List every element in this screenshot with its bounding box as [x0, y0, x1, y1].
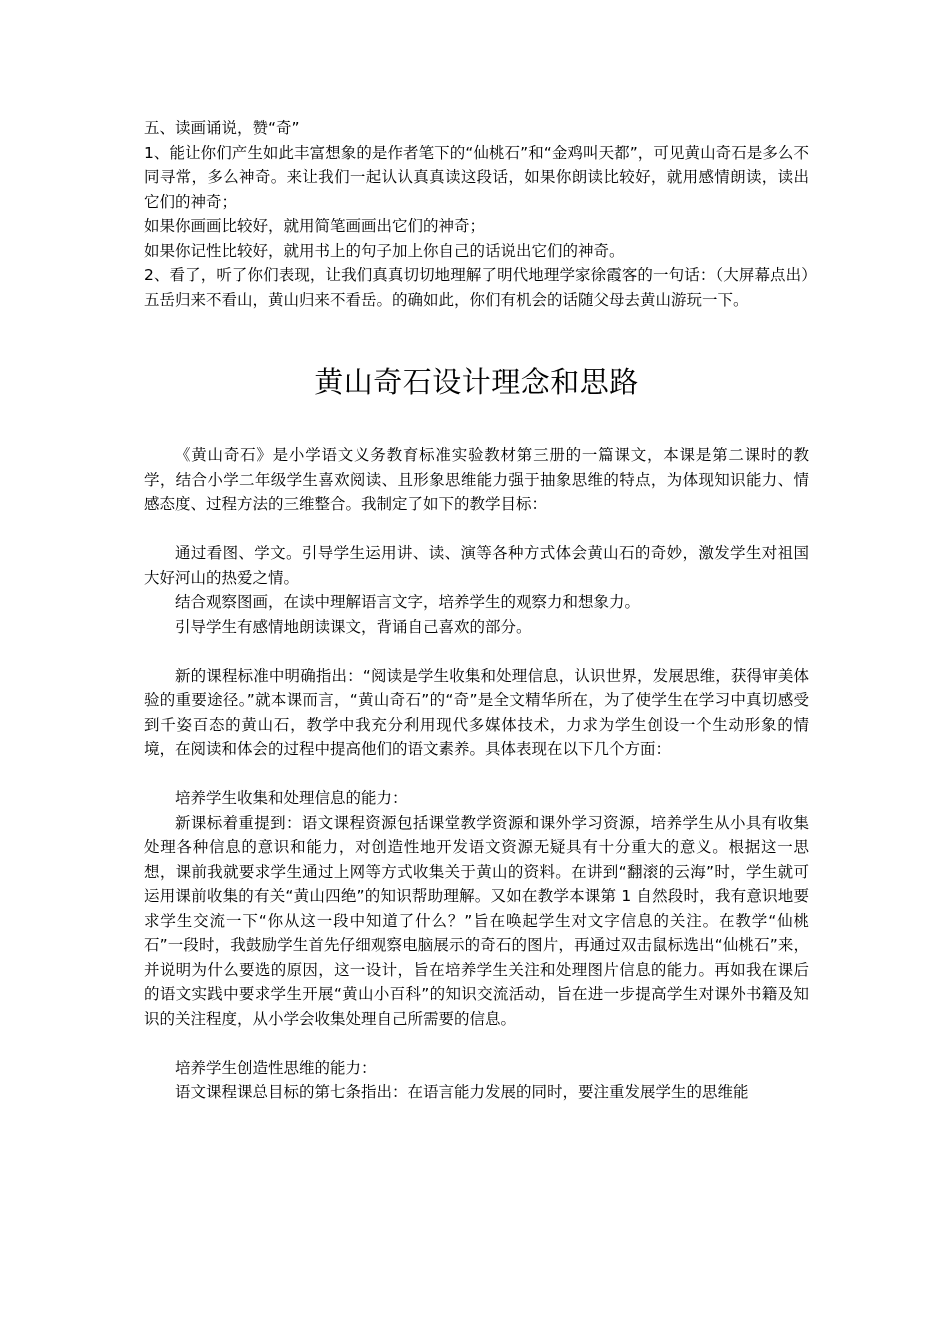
paragraph: 2、看了，听了你们表现，让我们真真切切地理解了明代地理学家徐霞客的一句话：（大屏幕点出）五岳归来不看山，黄山归来不看岳。的确如此，你们有机会的话随父母去黄山游玩一下。 [144, 266, 809, 309]
goal-item: 通过看图、学文。引导学生运用讲、读、演等各种方式体会黄山石的奇妙，激发学生对祖国大好河山的热爱之情。 [144, 544, 809, 587]
paragraph: 如果你记性比较好，就用书上的句子加上你自己的话说出它们的神奇。 [144, 241, 625, 260]
part-heading: 培养学生收集和处理信息的能力： [175, 789, 408, 807]
goal-item: 结合观察图画，在读中理解语言文字，培养学生的观察力和想象力。 [175, 593, 641, 611]
paragraph: 1、能让你们产生如此丰富想象的是作者笔下的“仙桃石”和“金鸡叫天都”，可见黄山奇石是多么不同寻常，多么神奇。来让我们一起认认真真读这段话，如果你朗读比较好，就用感情朗读，读出它们的神奇； [144, 143, 809, 211]
part-heading: 培养学生创造性思维的能力： [175, 1058, 377, 1077]
spacer [144, 402, 809, 443]
part-paragraph: 语文课程课总目标的第七条指出：在语言能力发展的同时，要注重发展学生的思维能 [175, 1083, 749, 1101]
blank-line [144, 762, 809, 787]
standard-paragraph: 新的课程标准中明确指出：“阅读是学生收集和处理信息，认识世界，发展思维，获得审美体验的重要途径。”就本课而言，“黄山奇石”的“奇”是全文精华所在，为了使学生在学习中真切感受到千姿百态的黄山石，教学中我充分利用现代多媒体技术，力求为学生创设一个生动形象的情境，在阅读和体会的过程中提高他们的语文素养。具体表现在以下几个方面： [144, 666, 809, 758]
goal-item: 引导学生有感情地朗读课文，背诵自己喜欢的部分。 [175, 617, 532, 636]
paragraph: 如果你画画比较好，就用简笔画画出它们的神奇； [144, 217, 486, 235]
spacer [144, 312, 809, 362]
blank-line [144, 1031, 809, 1056]
part-paragraph: 新课标着重提到：语文课程资源包括课堂教学资源和课外学习资源，培养学生从小具有收集处理各种信息的意识和能力，对创造性地开发语文资源无疑具有十分重大的意义。根据这一思想，课前我就要求学生通过上网等方式收集关于黄山的资料。在讲到“翻滚的云海”时，学生就可运用课前收集的有关“黄山四绝”的知识帮助理解。又如在教学本课第 1 自然段时，我有意识地要求学生交流一下“你从这一段中知道了什么？”旨在唤起学生对文字信息的关注。在教学“仙桃石”一段时，我鼓励学生首先仔细观察电脑展示的奇石的图片，再通过双击鼠标选出“仙桃石”来，并说明为什么要选的原因，这一设计，旨在培养学生关注和处理图片信息的能力。再如我在课后的语文实践中要求学生开展“黄山小百科”的知识交流活动，旨在进一步提高学生对课外书籍及知识的关注程度，从小学会收集处理自己所需要的信息。 [144, 813, 809, 1028]
blank-line [144, 639, 809, 664]
section-heading: 五、读画诵说，赞“奇” [144, 119, 300, 137]
intro-paragraph: 《黄山奇石》是小学语文义务教育标准实验教材第三册的一篇课文，本课是第二课时的教学，结合小学二年级学生喜欢阅读、且形象思维能力强于抽象思维的特点，为体现知识能力、情感态度、过程方法的三维整合。我制定了如下的教学目标： [144, 446, 809, 513]
blank-line [144, 517, 809, 542]
page-title: 黄山奇石设计理念和思路 [314, 365, 639, 399]
document-page [144, 116, 809, 1105]
